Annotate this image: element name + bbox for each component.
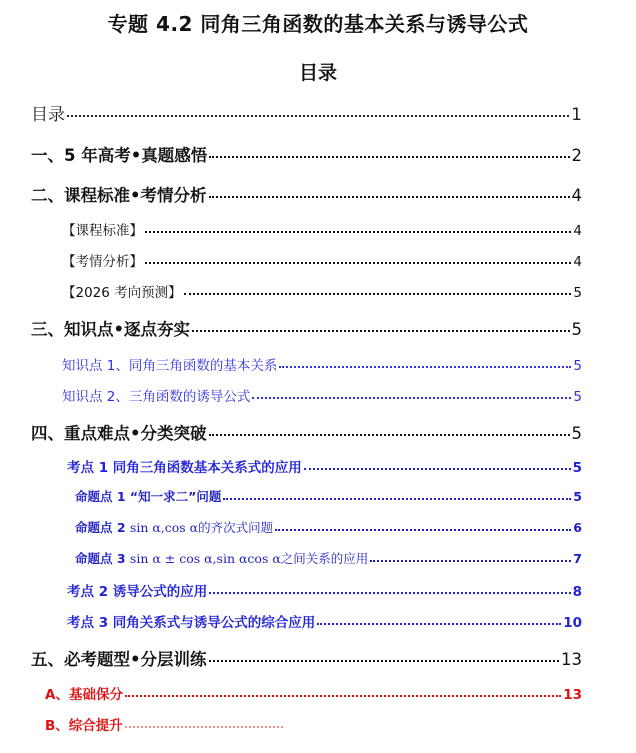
toc-page-number: 5 bbox=[571, 424, 582, 443]
dot-leader bbox=[125, 726, 283, 728]
problem-suffix: 的齐次式问题 bbox=[198, 520, 274, 535]
dot-leader bbox=[192, 330, 569, 332]
dot-leader bbox=[252, 397, 571, 399]
problem-prefix: 命题点 2 bbox=[75, 520, 130, 535]
dot-leader bbox=[67, 115, 569, 117]
toc-page-number: 5 bbox=[571, 320, 582, 339]
problem-prefix: 命题点 3 bbox=[75, 551, 130, 566]
toc-entry-section-4[interactable] bbox=[31, 420, 582, 444]
toc-entry-label: 【考情分析】 bbox=[62, 254, 143, 270]
toc-entry-topic-2[interactable] bbox=[67, 580, 582, 600]
toc-entry-label: 四、重点难点•分类突破 bbox=[31, 424, 207, 443]
toc-entry-label: 知识点 2、三角函数的诱导公式 bbox=[62, 389, 251, 405]
dot-leader bbox=[304, 468, 571, 470]
toc-entry-label: 考点 3 同角关系式与诱导公式的综合应用 bbox=[67, 615, 316, 631]
toc-entry-label: B、综合提升 bbox=[45, 718, 123, 734]
toc-page-number: 5 bbox=[573, 389, 582, 405]
toc-page-number: 5 bbox=[573, 285, 582, 301]
dot-leader bbox=[317, 623, 561, 625]
toc-page-number: 2 bbox=[571, 146, 582, 165]
toc-page-number: 1 bbox=[571, 105, 582, 125]
toc-page-number: 13 bbox=[563, 687, 582, 703]
toc-entry-label bbox=[75, 549, 368, 567]
toc-page-number: 13 bbox=[561, 650, 582, 669]
toc-entry-label: 【2026 考向预测】 bbox=[62, 285, 182, 301]
toc-entry-label: 考点 1 同角三角函数基本关系式的应用 bbox=[67, 460, 302, 476]
toc-entry-problem-2[interactable] bbox=[75, 518, 582, 536]
toc-entry-level-b[interactable] bbox=[45, 714, 285, 734]
toc-entry-label: 三、知识点•逐点夯实 bbox=[31, 320, 191, 339]
dot-leader bbox=[209, 156, 569, 158]
toc-entry-level-a[interactable] bbox=[45, 683, 582, 703]
document-title: 专题 4.2 同角三角函数的基本关系与诱导公式 bbox=[107, 12, 529, 36]
toc-entry-mulu[interactable] bbox=[31, 100, 582, 125]
toc-page-number: 4 bbox=[571, 186, 582, 205]
toc-entry-label: A、基础保分 bbox=[45, 687, 123, 703]
toc-entry-course-standard[interactable] bbox=[62, 219, 582, 239]
dot-leader bbox=[209, 434, 570, 436]
dot-leader bbox=[370, 560, 571, 562]
toc-page-number: 4 bbox=[573, 254, 582, 270]
toc-entry-section-5[interactable] bbox=[31, 646, 582, 670]
toc-entry-label: 知识点 1、同角三角函数的基本关系 bbox=[62, 358, 278, 374]
toc-page-number: 4 bbox=[573, 223, 582, 239]
toc-page-number: 5 bbox=[573, 489, 582, 504]
dot-leader bbox=[125, 695, 561, 697]
dot-leader bbox=[209, 592, 570, 594]
toc-entry-label: 目录 bbox=[31, 105, 65, 125]
toc-entry-2026-forecast[interactable] bbox=[62, 281, 582, 301]
toc-entry-section-3[interactable] bbox=[31, 316, 582, 340]
toc-entry-label: 一、5 年高考•真题感悟 bbox=[31, 146, 208, 165]
dot-leader bbox=[279, 366, 571, 368]
dot-leader bbox=[145, 231, 571, 233]
math-expression: sin α,cos α bbox=[129, 520, 199, 535]
toc-page-number: 7 bbox=[573, 551, 582, 566]
toc-entry-label: 考点 2 诱导公式的应用 bbox=[67, 584, 208, 600]
toc-page-number: 5 bbox=[572, 460, 582, 476]
toc-entry-label: 【课程标准】 bbox=[62, 223, 143, 239]
toc-entry-topic-3[interactable] bbox=[67, 611, 582, 631]
toc-entry-label: 五、必考题型•分层训练 bbox=[31, 650, 207, 669]
toc-entry-section-1[interactable] bbox=[31, 142, 582, 166]
toc-entry-exam-analysis[interactable] bbox=[62, 250, 582, 270]
math-expression: sin α ± cos α,sin αcos α bbox=[129, 551, 281, 566]
dot-leader bbox=[275, 529, 571, 531]
toc-entry-label: 二、课程标准•考情分析 bbox=[31, 186, 207, 205]
toc-heading: 目录 bbox=[298, 62, 337, 84]
dot-leader bbox=[209, 196, 570, 198]
dot-leader bbox=[209, 660, 559, 662]
toc-entry-knowledge-2[interactable] bbox=[62, 385, 582, 405]
toc-entry-problem-3[interactable] bbox=[75, 549, 582, 567]
toc-entry-knowledge-1[interactable] bbox=[62, 354, 582, 374]
dot-leader bbox=[223, 498, 571, 500]
toc-entry-problem-1[interactable] bbox=[75, 487, 582, 505]
toc-entry-label bbox=[75, 518, 273, 536]
toc-entry-section-2[interactable] bbox=[31, 182, 582, 206]
toc-page-number: 10 bbox=[563, 615, 582, 631]
toc-entry-label: 命题点 1 “知一求二”问题 bbox=[75, 489, 222, 504]
problem-suffix: 之间关系的应用 bbox=[280, 551, 369, 566]
toc-entry-topic-1[interactable] bbox=[67, 456, 582, 476]
toc-page-number: 6 bbox=[573, 520, 582, 535]
dot-leader bbox=[184, 293, 572, 295]
toc-page-number: 8 bbox=[572, 584, 582, 600]
toc-page-number: 5 bbox=[573, 358, 582, 374]
dot-leader bbox=[145, 262, 571, 264]
